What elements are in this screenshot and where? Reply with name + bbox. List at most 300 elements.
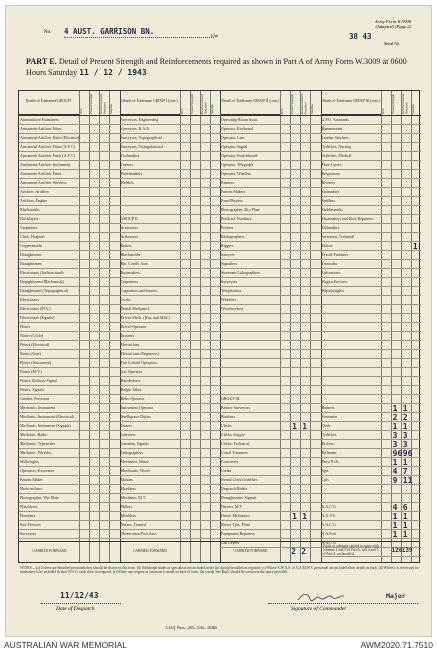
trade-label: Photographer, Dry Plate — [221, 207, 260, 212]
trade-label: Millwrights — [20, 459, 39, 464]
trade-row — [120, 233, 221, 242]
trade-row — [321, 116, 422, 125]
trade-label: Draughtsmen — [20, 252, 42, 257]
trade-row — [220, 134, 321, 143]
trade-row — [19, 323, 120, 332]
trade-row — [120, 476, 221, 485]
trade-label: Fitters (M.V.) — [20, 369, 42, 374]
trade-row — [220, 314, 321, 323]
trade-row — [120, 440, 221, 449]
trade-label: Mechanic, Instrument — [20, 405, 56, 410]
trade-label: Surveyors, Engineering — [120, 117, 159, 122]
trade-row — [120, 251, 221, 260]
trade-label: Millers — [120, 504, 133, 509]
trade-label: Nurses, Trained — [120, 522, 146, 527]
trade-label: Tailors — [321, 243, 333, 248]
trade-row — [19, 458, 120, 467]
trade-label: Saw Doctors — [20, 522, 41, 527]
trade-row — [220, 125, 321, 134]
sub-column-heading: Surplus — [310, 104, 315, 114]
trade-label: Operators, Excavator — [20, 468, 54, 473]
trade-label: Surveyors — [20, 531, 37, 536]
trade-label: Equipment Repairers — [221, 531, 255, 536]
trade-label: Sailmakers — [321, 225, 340, 230]
trade-row — [19, 278, 120, 287]
trade-row — [19, 512, 120, 521]
trade-label: Operator, Signal — [221, 144, 248, 149]
trade-label: Predictor Numbers — [221, 216, 252, 221]
trade-row — [220, 449, 321, 458]
trade-row — [321, 134, 422, 143]
sub-column-heading: Posted Strength — [290, 93, 295, 114]
trade-row — [19, 170, 120, 179]
trade-row — [19, 440, 120, 449]
trade-label: Textile Finishers — [321, 252, 349, 257]
trade-label: Clerk, Hospital — [20, 234, 45, 239]
posted-strength-value: 1 — [392, 458, 398, 467]
trade-row — [120, 116, 221, 125]
trade-label: Carpenters and Joiners — [120, 288, 157, 293]
trade-label: Toolmakers — [120, 153, 140, 158]
carried-forward-label: CARRIED FORWARD — [32, 549, 67, 553]
trade-row — [321, 251, 422, 260]
trade-label: Fitters (Gun) — [20, 351, 41, 356]
trade-label: Intelligence Duties — [120, 414, 151, 419]
trade-row — [19, 215, 120, 224]
trade-label: Riflemen — [321, 450, 337, 455]
trade-row — [19, 395, 120, 404]
trade-row — [220, 251, 321, 260]
trade-row — [220, 152, 321, 161]
trade-label: Fitters (Electrical) — [20, 342, 50, 347]
trade-label: Tinsmiths — [321, 261, 338, 266]
trade-row — [220, 350, 321, 359]
trade-label: Moulders — [120, 513, 136, 518]
despatch-date-handwritten: 11/12/43 — [60, 591, 99, 600]
reinforcements-value: 1 — [302, 512, 308, 521]
trade-row — [220, 368, 321, 377]
posted-strength-value: 1 — [392, 521, 398, 530]
trade-row — [120, 521, 221, 530]
trade-row — [220, 278, 321, 287]
trade-row — [19, 431, 120, 440]
trade-row — [120, 287, 221, 296]
trade-label: A.A.Post — [321, 531, 337, 536]
trade-row — [220, 494, 321, 503]
reinforcements-value: 3 — [402, 440, 408, 449]
unit-label: Unit — [211, 33, 219, 38]
trade-label: Armament Artificer Instrument — [20, 162, 70, 167]
trade-row — [321, 368, 422, 377]
trade-label: Draughtsmen — [20, 261, 42, 266]
reinforcements-value: 1 — [302, 422, 308, 431]
trade-row — [120, 314, 221, 323]
trade-row — [321, 341, 422, 350]
trade-label: Armourers — [120, 234, 138, 239]
trade-label: Storemen — [321, 414, 337, 419]
signature-image — [296, 590, 346, 600]
trade-row — [120, 197, 221, 206]
trade-label: A.A.C.G — [321, 540, 336, 545]
carried-forward-label: CARRIED FORWARD — [233, 549, 268, 553]
form-title: PART E. Detail of Present Strength and Reinforcements required as shown in Part A of Army Form W.3009 at 0600 Hours Saturday 11 / 12 / 1943 — [26, 57, 407, 77]
trade-label: Coach Trimmers — [221, 450, 248, 455]
trade-row — [321, 188, 422, 197]
trade-row — [220, 296, 321, 305]
trade-label: Lithographers — [120, 450, 143, 455]
form-notes: NOTES.—(a) If there are detached personnel they should be shown in this form. (b) Additional trades or specialists not included in the list should be added as required. (c) Where A.W.A.S. or A.A.M.W.S. personnel are included show details in each. (d) Where it is necessary for tradesmen to be included in their N.C.O. rank show as required. (e) Where any request or omission is made on back of form, the words 'See Back' should be written in the space provided. — [20, 566, 420, 574]
trade-row — [120, 422, 221, 431]
trade-row — [321, 179, 422, 188]
trade-label: Saddlesmiths — [321, 207, 343, 212]
trade-row — [321, 287, 422, 296]
trade-label: Telephonists — [221, 288, 242, 293]
trade-row — [220, 188, 321, 197]
trade-row — [120, 395, 221, 404]
trade-row — [321, 323, 422, 332]
carried-total-reinforcements: 2 — [301, 547, 307, 556]
posted-strength-value: 1 — [292, 422, 297, 431]
trade-label: Batmen — [321, 405, 334, 410]
trade-row — [19, 242, 120, 251]
signature-label: Signature of Commander — [291, 606, 347, 612]
trade-label: Driver Mechanics — [221, 513, 250, 518]
reinforcements-value: 1 — [402, 422, 408, 431]
posted-strength-value: 2 — [392, 413, 398, 422]
trade-row — [220, 179, 321, 188]
trade-label: Dental Clerk Orderlies — [221, 477, 258, 482]
trade-row — [19, 368, 120, 377]
archive-name: AUSTRALIAN WAR MEMORIAL — [4, 640, 127, 650]
trade-row — [120, 305, 221, 314]
trade-label: Driver-Mech. (Hvy. and Med.) — [120, 315, 170, 320]
trade-row — [120, 386, 221, 395]
trade-row — [120, 458, 221, 467]
trade-row — [321, 359, 422, 368]
trade-row — [120, 260, 221, 269]
trade-row — [220, 395, 321, 404]
trade-row — [120, 224, 221, 233]
trade-row — [120, 152, 221, 161]
carried-forward-label: CARRIED FORWARD — [132, 549, 168, 553]
serial-number-handwritten: 38 43 — [349, 32, 372, 41]
trade-row — [120, 368, 221, 377]
trade-label: Mechanic, Typewriter — [20, 441, 56, 446]
posted-strength-value: 1 — [392, 530, 398, 539]
trade-label: Moulders — [120, 486, 136, 491]
trade-row — [220, 503, 321, 512]
trade-row — [321, 215, 422, 224]
reinforcements-value: 7 — [402, 467, 408, 476]
trade-label: Armament Artificer Fitter (A.F.V.) — [20, 153, 76, 158]
trade-label: Painters — [221, 180, 234, 185]
date-line — [41, 603, 121, 604]
trade-label: Ammunition Examiners — [20, 117, 59, 122]
trade-label: Operator, Switchboard — [221, 153, 258, 158]
trade-label: Wagon Erectors — [321, 279, 348, 284]
trade-row — [19, 134, 120, 143]
trade-row — [19, 260, 120, 269]
trade-label: Fitters — [20, 324, 31, 329]
trade-label: Helio Operator — [120, 396, 145, 401]
trade-label: Woodworkers — [221, 306, 244, 311]
trade-label: Turners — [120, 162, 133, 167]
surplus-value: 1 — [412, 242, 418, 251]
serial-label: Serial No. — [384, 41, 401, 46]
posted-strength-value: 1 — [392, 422, 398, 431]
title-date-handwritten: 11 / 12 / 1943 — [79, 68, 147, 77]
trade-label: Welders — [120, 180, 134, 185]
trade-label: Surveyors — [221, 279, 238, 284]
trade-row — [19, 152, 120, 161]
trade-label: Armament Artificer Fitter — [20, 126, 62, 131]
trade-row — [120, 332, 221, 341]
trade-label: Operator, Line — [221, 135, 245, 140]
trade-row — [220, 224, 321, 233]
sub-column-heading: Surplus — [109, 104, 114, 114]
trade-label: Radiographers — [221, 234, 245, 239]
trade-label: Riggers — [221, 243, 234, 248]
reinforcements-value: 1 — [402, 512, 408, 521]
strength-table — [18, 90, 420, 563]
form-page — [5, 5, 432, 637]
trade-row — [19, 305, 120, 314]
trade-label: GROUP II. — [120, 216, 139, 221]
trade-label: Concreters — [221, 459, 239, 464]
trade-row — [120, 467, 221, 476]
trade-label: Draughtsmen, Signals — [221, 495, 257, 500]
trade-label: Dental Mechanics — [120, 306, 150, 311]
trade-row — [120, 242, 221, 251]
posted-strength-value: 3 — [392, 431, 398, 440]
sub-column-heading: Reinforcements Required — [400, 93, 409, 114]
trade-row — [19, 116, 120, 125]
posted-strength-value: 96 — [392, 449, 403, 458]
trade-label: Leather Stitchers — [321, 135, 349, 140]
trade-label: Armament Artificer Fitter (Electrical) — [20, 135, 81, 140]
trade-label: Fitters (Instrument) — [20, 360, 52, 365]
trade-row — [19, 287, 120, 296]
unit-prefix: No. — [44, 30, 52, 35]
trade-label: Machinists, Wood — [120, 468, 150, 473]
trade-label: Plate Layers — [321, 162, 342, 167]
trade-row — [19, 206, 120, 215]
trade-label: Masons — [120, 477, 133, 482]
sub-column-heading: Posted Strength — [390, 93, 395, 114]
trade-row — [120, 143, 221, 152]
sub-column-heading: W.E. — [380, 107, 385, 114]
trade-row — [19, 530, 120, 539]
trade-label: Drivers, M.T. — [221, 504, 243, 509]
unit-underline — [64, 37, 214, 38]
trade-row — [120, 323, 221, 332]
trade-row — [321, 206, 422, 215]
sub-column-heading: Reinforcements Required — [199, 93, 208, 114]
trade-row — [220, 287, 321, 296]
trade-row — [19, 314, 120, 323]
trade-label: Watchmakers — [120, 171, 143, 176]
trade-row — [19, 125, 120, 134]
trade-row — [19, 494, 120, 503]
trade-label: Hammermen — [321, 126, 343, 131]
trade-label: Plumbers — [20, 513, 36, 518]
signature-line — [268, 603, 418, 604]
trade-label: Blacksmiths — [20, 207, 40, 212]
trade-label: Bootmakers — [120, 270, 140, 275]
trade-row — [220, 170, 321, 179]
trade-label: Surveyors, R.A.A. — [120, 126, 151, 131]
trade-label: Storemen, Technical — [321, 234, 355, 239]
trade-label: Riveters — [321, 180, 335, 185]
trade-row — [321, 242, 422, 251]
trade-label: Cooks — [120, 297, 131, 302]
trade-row — [220, 242, 321, 251]
posted-strength-value: 9 — [392, 476, 398, 485]
reinforcements-value: 2 — [402, 413, 408, 422]
trade-row — [19, 296, 120, 305]
posted-strength-value: 4 — [392, 467, 398, 476]
trade-row — [220, 161, 321, 170]
trade-row — [220, 440, 321, 449]
trade-label: Mechanic, M.T. — [120, 495, 146, 500]
trade-label: Gas Layers — [221, 540, 240, 545]
trade-label: Mechanic, Instrument (Electrical) — [20, 414, 75, 419]
trade-row — [220, 386, 321, 395]
trade-row — [19, 449, 120, 458]
trade-row — [321, 386, 422, 395]
trade-label: Mechanic, Instrument (Signals) — [20, 423, 71, 428]
trade-row — [120, 134, 221, 143]
trade-row — [220, 260, 321, 269]
sub-column-heading: Reinforcements Required — [99, 93, 107, 114]
trade-label: Cpls — [321, 477, 329, 482]
trade-row — [19, 341, 120, 350]
trade-row — [220, 215, 321, 224]
trade-label: Draughtsmen (Topographical) — [20, 288, 69, 293]
trade-row — [321, 350, 422, 359]
trade-row — [220, 467, 321, 476]
trade-label: Mechanic, Wireless — [20, 450, 52, 455]
trade-label: GROUP III. — [221, 396, 241, 401]
trade-label: Operator, Telegraph — [221, 162, 253, 167]
trade-label: Panel Beaters — [221, 198, 243, 203]
trade-row — [120, 215, 221, 224]
trade-row — [120, 431, 221, 440]
trade-label: Clerk — [321, 423, 331, 428]
trade-label: Gas Operator — [120, 369, 142, 374]
trade-row — [321, 395, 422, 404]
trade-row — [120, 530, 221, 539]
trade-row — [120, 269, 221, 278]
trade-label: Electricians (Architectural) — [20, 270, 64, 275]
reinforcements-value: 3 — [402, 431, 408, 440]
carried-total-posted: 126 — [391, 547, 403, 554]
trade-label: Printers — [221, 225, 234, 230]
unit-name-handwritten: 4 AUST. GARRISON BN. — [64, 27, 155, 36]
trade-label: Instrument Operator — [120, 405, 154, 410]
trade-row — [220, 305, 321, 314]
trade-label: Electricians (Engineers) — [120, 351, 160, 356]
trade-row — [220, 377, 321, 386]
trade-label: Carpenters — [120, 279, 138, 284]
trade-row — [19, 350, 120, 359]
trade-label: Electricians (M.V.) — [20, 306, 51, 311]
trade-label: Photo-etchers — [20, 486, 42, 491]
trade-row — [321, 278, 422, 287]
trade-label: Photographer, Wet Plate — [20, 495, 59, 500]
trade-label: Clerks — [221, 423, 232, 428]
trade-label: Operator, Wireless — [221, 171, 251, 176]
carried-total-reinforcements: 139 — [401, 547, 413, 554]
sub-column-heading: W.E. — [179, 107, 184, 114]
trade-row — [120, 188, 221, 197]
trade-label: Artificer, Engine — [20, 198, 47, 203]
trade-row — [220, 323, 321, 332]
reinforcements-value: 1 — [402, 404, 408, 413]
trade-label: Electricians (Signals) — [20, 315, 55, 320]
trade-row — [19, 413, 120, 422]
trade-row — [220, 404, 321, 413]
despatch-date-label: Date of Despatch — [56, 606, 95, 612]
trade-row — [19, 359, 120, 368]
trade-row — [19, 521, 120, 530]
trade-row — [220, 197, 321, 206]
trade-row — [321, 377, 422, 386]
trade-row — [220, 458, 321, 467]
column-heading: Details of Tradesmen GROUP II (cont.) — [220, 91, 280, 115]
trade-row — [19, 332, 120, 341]
trade-row — [19, 503, 120, 512]
trade-label: Electricians — [20, 297, 39, 302]
trade-row — [19, 161, 120, 170]
posted-strength-value: 1 — [292, 512, 297, 521]
trade-row — [220, 476, 321, 485]
trade-row — [220, 530, 321, 539]
trade-label: Electricians — [120, 342, 140, 347]
trade-row — [220, 116, 321, 125]
trade-row — [19, 224, 120, 233]
column-heading: Details of Tradesmen GROUP III (cont.) — [321, 91, 381, 115]
trade-row — [120, 377, 221, 386]
trade-label: Joiners — [120, 423, 132, 428]
trade-label: Cooks — [221, 468, 232, 473]
trade-row — [120, 278, 221, 287]
trade-label: Shoemakers and Boot Repairers — [321, 216, 373, 221]
trade-label: Linemen — [120, 432, 135, 437]
trade-row — [220, 341, 321, 350]
trade-row — [220, 521, 321, 530]
trade-row — [220, 332, 321, 341]
trade-label: Sailmakers — [321, 189, 340, 194]
trade-label: Mechanic, Radio — [20, 432, 48, 437]
trade-label: Duty N.Os — [321, 459, 339, 464]
trade-label: Clerks, Technical — [221, 441, 249, 446]
carried-forward-divider — [19, 541, 419, 542]
column-heading: Details of Tradesmen GROUP I (cont.) — [120, 91, 180, 115]
trade-label: Armourers — [120, 225, 138, 230]
archive-caption-bar — [0, 638, 437, 653]
trade-label: Operating Room Assts. — [221, 117, 259, 122]
carried-total-posted: 2 — [291, 547, 296, 556]
posted-strength-value: 3 — [392, 440, 398, 449]
trade-row — [19, 233, 120, 242]
trade-row — [321, 161, 422, 170]
trade-row — [321, 296, 422, 305]
trade-label: Pattern Makers — [221, 189, 246, 194]
trade-label: Carpenters — [20, 225, 38, 230]
trade-label: Bakers — [120, 243, 132, 248]
trade-row — [120, 206, 221, 215]
